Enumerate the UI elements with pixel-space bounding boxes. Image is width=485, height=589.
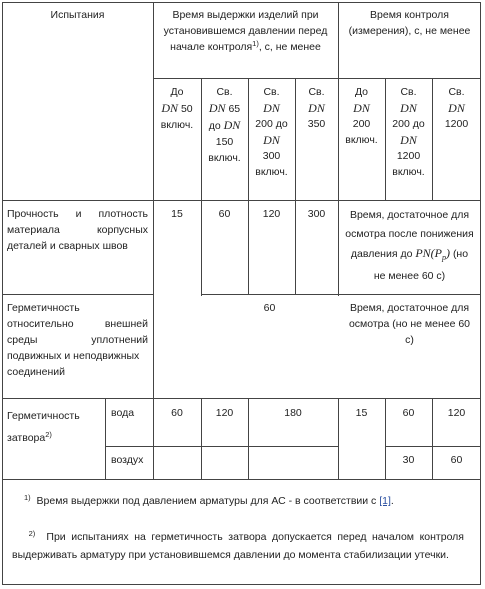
subheader-c3: Св. DN 200 до DN 300 включ. — [255, 86, 288, 178]
footnote-ref-1[interactable]: 1) — [252, 39, 259, 48]
col-rule-tests — [153, 2, 154, 400]
subheader-c6: Св. DN 200 до DN 1200 включ. — [392, 86, 425, 178]
strength-value-c2: 60 — [218, 208, 231, 220]
rule-water-air — [105, 446, 338, 447]
subheader-c1: До DN 50 включ. — [160, 86, 194, 131]
rule-under-strength — [2, 294, 154, 295]
header-hold-time — [153, 7, 338, 55]
rule-under-header — [2, 200, 481, 201]
seat-water-c3: 180 — [284, 407, 302, 419]
seat-air-c6: 30 — [402, 454, 415, 466]
header-hold-time-line-3: начале контроля$^{1)}$, с, не менее — [170, 39, 321, 53]
row-strength-label: Прочность и плотность материала корпусных деталей и сварных швов — [7, 208, 148, 252]
strength-value-c3: 120 — [262, 208, 281, 220]
external-value: 60 — [263, 302, 276, 314]
rule-above-footnotes — [2, 479, 481, 480]
header-hold-time-line-2: установившемся давлении перед — [163, 25, 328, 37]
footnote-2: $^{2)}$ При испытаниях на герметичность затвора допускается перед началом контроля выдерживать арматуру при установившемся давлении до момента стабилизации утечки. — [12, 529, 464, 561]
seat-water-c5: 15 — [355, 407, 368, 419]
strength-control-time: Время, достаточное для осмотра после понижения давления до $PN(P_p)$ (но не менее 60 с) — [345, 209, 474, 283]
header-control-time-line-2: (измерения), с, не менее — [348, 25, 471, 37]
strength-value-c4: 300 — [307, 208, 326, 220]
seat-water-c6: 60 — [402, 407, 415, 419]
seat-water-c7: 120 — [447, 407, 466, 419]
reference-link[interactable]: [1] — [379, 495, 391, 507]
subheader-c5: До DN 200 включ. — [345, 86, 378, 146]
rule-water-air-right — [385, 446, 481, 447]
row-seat-label: Герметичность затвора$^{2)}$ — [7, 410, 80, 444]
rule-under-strength-right — [201, 294, 481, 295]
header-hold-time-line-1: Время выдержки изделий при — [172, 9, 319, 21]
medium-air: воздух — [111, 454, 144, 466]
header-control-time-line-1: Время контроля — [370, 9, 449, 21]
col-rule-media — [105, 398, 106, 479]
header-control-time — [338, 7, 481, 39]
seat-air-c7: 60 — [450, 454, 463, 466]
rule-under-external — [2, 398, 481, 399]
subheader-c7: Св. DN 1200 — [444, 86, 469, 130]
strength-value-c1: 15 — [171, 208, 183, 220]
seat-water-c2: 120 — [215, 407, 234, 419]
subheader-c2: Св. DN 65 до DN 150 включ. — [208, 86, 241, 164]
subheader-c4: Св. DN 350 — [307, 86, 326, 130]
footnote-ref-2[interactable]: 2) — [45, 430, 52, 439]
medium-water: вода — [111, 407, 135, 419]
row-external-label: Герметичность относительно внешней среды уплотнений подвижных и неподвижных соединений — [7, 302, 148, 378]
seat-water-c1: 60 — [171, 407, 183, 419]
external-control-time: Время, достаточное для осмотра (но не менее 60 с) — [348, 302, 471, 346]
footnote-1: $^{1)}$ Время выдержки под давлением арматуры для АС - в соответствии с [1]. — [24, 493, 394, 507]
header-tests: Испытания — [50, 9, 105, 21]
